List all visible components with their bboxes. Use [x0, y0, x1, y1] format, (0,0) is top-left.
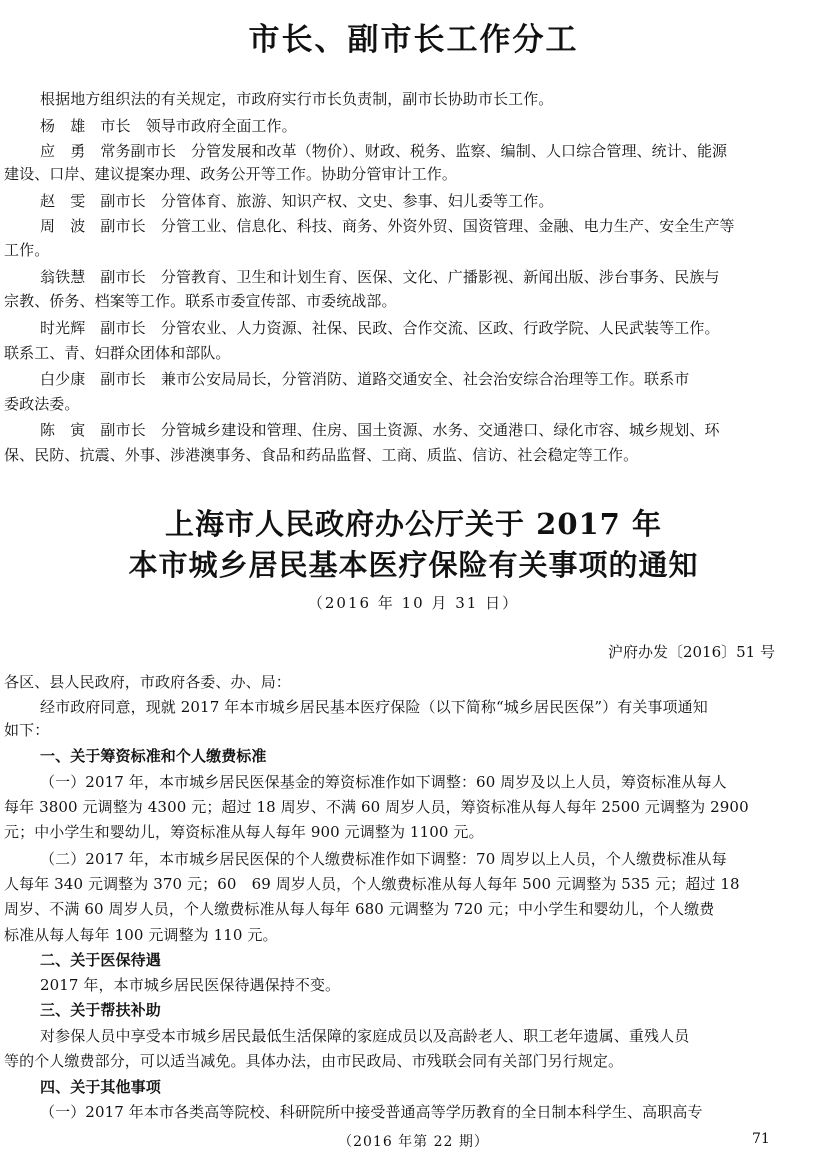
official-role: 副市长: [100, 268, 146, 286]
official-entry: [4, 191, 820, 211]
official-duties-continued: 保、民防、抗震、外事、涉港澳事务、食品和药品监督、工商、质监、信访、社会稳定等工作。: [4, 446, 639, 464]
body-line: 2017 年，本市城乡居民医保待遇保持不变。: [40, 976, 341, 994]
body-line: 经市政府同意，现就 2017 年本市城乡居民基本医疗保险（以下简称“城乡居民医保”）有关事项通知: [40, 698, 708, 716]
official-duties: 分管城乡建设和管理、住房、国土资源、水务、交通港口、绿化市容、城乡规划、环: [160, 421, 720, 439]
body-heading: 四、关于其他事项: [40, 1078, 161, 1096]
notice-title-line-1: 上海市人民政府办公厅关于 2017 年: [165, 507, 662, 541]
body-line: （一）2017 年，本市城乡居民医保基金的筹资标准作如下调整：60 周岁及以上人员，筹资标准从每人: [40, 773, 727, 791]
official-duties-continued: 委政法委。: [4, 395, 80, 413]
official-entry: [4, 216, 820, 236]
official-role: 副市长: [100, 370, 146, 388]
official-role: 副市长: [100, 217, 146, 235]
official-duties: 兼市公安局局长，分管消防、道路交通安全、社会治安综合治理等工作。联系市: [160, 370, 690, 388]
official-entry: [4, 369, 820, 389]
section-title-officials: 市长、副市长工作分工: [248, 22, 579, 58]
body-line: 等的个人缴费部分，可以适当减免。具体办法，由市民政局、市残联会同有关部门另行规定。: [4, 1052, 624, 1070]
recipients-line: 各区、县人民政府，市政府各委、办、局：: [4, 673, 291, 691]
official-entry: [4, 420, 820, 440]
page-number: 71: [752, 1131, 770, 1147]
official-entry: [4, 318, 820, 338]
body-heading: 二、关于医保待遇: [40, 951, 161, 969]
issue-footer: （2016 年第 22 期）: [338, 1134, 489, 1150]
body-line: 每年 3800 元调整为 4300 元；超过 18 周岁、不满 60 周岁人员，筹资标准从每人每年 2500 元调整为 2900: [4, 798, 749, 816]
official-duties-continued: 联系工、青、妇群众团体和部队。: [4, 344, 231, 362]
body-line: 人每年 340 元调整为 370 元；60 69 周岁人员，个人缴费标准从每人每年 500 元调整为 535 元；超过 18: [4, 875, 740, 893]
official-name: 时光辉: [40, 319, 86, 337]
body-line: 周岁、不满 60 周岁人员，个人缴费标准从每人每年 680 元调整为 720 元；中小学生和婴幼儿，个人缴费: [4, 900, 715, 918]
official-role: 市长: [100, 117, 131, 135]
official-name: 应 勇: [40, 142, 86, 160]
official-entry: [4, 267, 820, 287]
official-duties: 分管农业、人力资源、社保、民政、合作交流、区政、行政学院、人民武装等工作。: [160, 319, 720, 337]
official-duties: 分管发展和改革（物价）、财政、税务、监察、编制、人口综合管理、统计、能源: [191, 142, 728, 160]
official-duties: 分管工业、信息化、科技、商务、外资外贸、国资管理、金融、电力生产、安全生产等: [160, 217, 735, 235]
notice-title-line-2: 本市城乡居民基本医疗保险有关事项的通知: [128, 548, 699, 582]
official-name: 赵 雯: [40, 192, 86, 210]
official-name: 翁铁慧: [40, 268, 86, 286]
official-entry: [4, 141, 820, 161]
official-role: 副市长: [100, 192, 146, 210]
official-duties-continued: 工作。: [4, 241, 50, 259]
body-heading: 一、关于筹资标准和个人缴费标准: [40, 747, 267, 765]
intro-paragraph: 根据地方组织法的有关规定，市政府实行市长负责制，副市长协助市长工作。: [40, 90, 554, 108]
official-duties: 分管体育、旅游、知识产权、文史、参事、妇儿委等工作。: [160, 192, 554, 210]
official-duties: 分管教育、卫生和计划生育、医保、文化、广播影视、新闻出版、涉台事务、民族与: [160, 268, 720, 286]
body-heading: 三、关于帮扶补助: [40, 1001, 161, 1019]
body-line: 标准从每人每年 100 元调整为 110 元。: [4, 926, 278, 944]
official-name: 白少康: [40, 370, 86, 388]
body-line: （二）2017 年，本市城乡居民医保的个人缴费标准作如下调整：70 周岁以上人员，个人缴费标准从每: [40, 850, 727, 868]
official-role: 常务副市长: [100, 142, 176, 160]
body-line: 如下：: [4, 721, 50, 739]
official-role: 副市长: [100, 421, 146, 439]
official-name: 杨 雄: [40, 117, 86, 135]
official-duties: 领导市政府全面工作。: [145, 117, 297, 135]
body-line: 对参保人员中享受本市城乡居民最低生活保障的家庭成员以及高龄老人、职工老年遗属、重残人员: [40, 1027, 690, 1045]
body-line: 元；中小学生和婴幼儿，筹资标准从每人每年 900 元调整为 1100 元。: [4, 823, 484, 841]
official-entry: [4, 116, 820, 136]
body-line: （一）2017 年本市各类高等院校、科研院所中接受普通高等学历教育的全日制本科学生、高职高专: [40, 1103, 703, 1121]
notice-date: （2016 年 10 月 31 日）: [307, 594, 520, 612]
official-duties-continued: 建设、口岸、建议提案办理、政务公开等工作。协助分管审计工作。: [4, 165, 458, 183]
official-role: 副市长: [100, 319, 146, 337]
document-number: 沪府办发〔2016〕51 号: [607, 643, 775, 661]
official-name: 陈 寅: [40, 421, 86, 439]
official-name: 周 波: [40, 217, 86, 235]
official-duties-continued: 宗教、侨务、档案等工作。联系市委宣传部、市委统战部。: [4, 292, 397, 310]
